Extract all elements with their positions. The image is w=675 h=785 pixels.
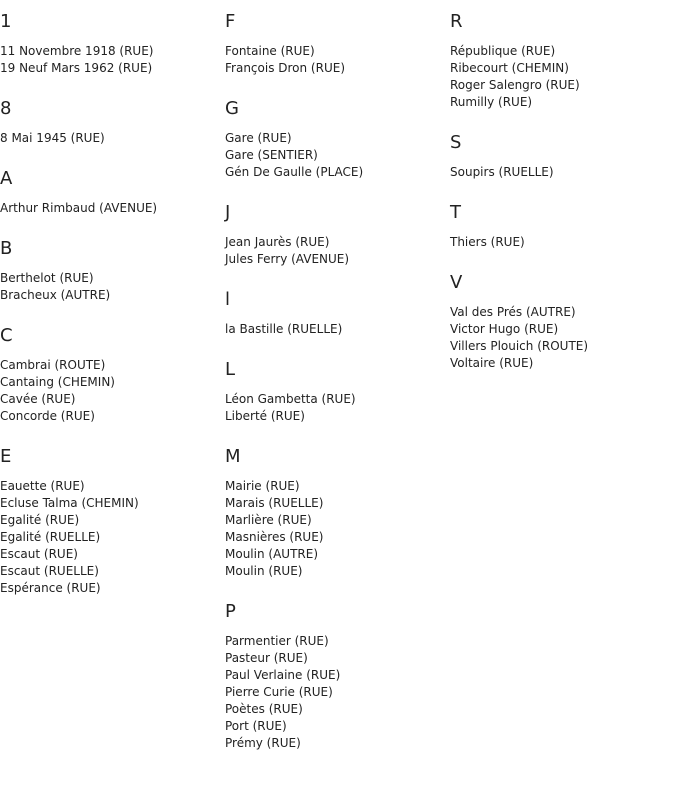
street-link[interactable]: Concorde (RUE) <box>0 409 95 423</box>
street-link[interactable]: Cavée (RUE) <box>0 392 76 406</box>
letter-heading: E <box>0 446 12 467</box>
street-link[interactable]: Cantaing (CHEMIN) <box>0 375 115 389</box>
street-list <box>225 43 450 77</box>
street-link[interactable]: Gare (RUE) <box>225 131 292 145</box>
letter-group <box>0 447 225 597</box>
street-link[interactable]: Escaut (RUELLE) <box>0 564 99 578</box>
letter-group <box>450 133 675 181</box>
street-link[interactable]: Roger Salengro (RUE) <box>450 78 580 92</box>
street-list <box>450 164 675 181</box>
letter-heading: C <box>0 325 13 346</box>
street-list <box>0 130 225 147</box>
street-link[interactable]: Villers Plouich (ROUTE) <box>450 339 589 353</box>
street-list <box>0 200 225 217</box>
street-link[interactable]: Poètes (RUE) <box>225 702 303 716</box>
street-link[interactable]: Arthur Rimbaud (AVENUE) <box>0 201 158 215</box>
letter-group <box>225 447 450 580</box>
street-link[interactable]: Fontaine (RUE) <box>225 44 315 58</box>
letter-group <box>0 169 225 217</box>
street-link[interactable]: Egalité (RUELLE) <box>0 530 101 544</box>
street-link[interactable]: 11 Novembre 1918 (RUE) <box>0 44 154 58</box>
letter-heading: F <box>225 11 236 32</box>
street-list <box>450 304 675 372</box>
street-link[interactable]: Paul Verlaine (RUE) <box>225 668 341 682</box>
letter-heading: M <box>225 446 241 467</box>
street-link[interactable]: Ribecourt (CHEMIN) <box>450 61 569 75</box>
street-link[interactable]: Mairie (RUE) <box>225 479 300 493</box>
street-link[interactable]: François Dron (RUE) <box>225 61 345 75</box>
letter-heading: P <box>225 601 236 622</box>
street-list <box>0 357 225 425</box>
street-link[interactable]: Victor Hugo (RUE) <box>450 322 559 336</box>
street-list <box>225 130 450 181</box>
street-list <box>0 43 225 77</box>
street-list <box>0 478 225 597</box>
index-column <box>225 12 450 774</box>
street-link[interactable]: Jean Jaurès (RUE) <box>225 235 330 249</box>
letter-heading: L <box>225 359 236 380</box>
street-link[interactable]: Liberté (RUE) <box>225 409 305 423</box>
street-link[interactable]: Pasteur (RUE) <box>225 651 308 665</box>
letter-heading: J <box>225 202 231 223</box>
letter-heading: G <box>225 98 239 119</box>
index-column <box>450 12 675 394</box>
letter-heading: V <box>450 272 463 293</box>
street-link[interactable]: Rumilly (RUE) <box>450 95 533 109</box>
street-link[interactable]: Val des Prés (AUTRE) <box>450 305 576 319</box>
street-list <box>225 633 450 752</box>
letter-heading: S <box>450 132 462 153</box>
street-link[interactable]: Gén De Gaulle (PLACE) <box>225 165 364 179</box>
street-link[interactable]: Thiers (RUE) <box>450 235 525 249</box>
street-link[interactable]: Moulin (AUTRE) <box>225 547 318 561</box>
letter-heading: l <box>225 289 231 310</box>
street-link[interactable]: Voltaire (RUE) <box>450 356 534 370</box>
street-link[interactable]: Marais (RUELLE) <box>225 496 324 510</box>
letter-group <box>225 203 450 268</box>
street-link[interactable]: Ecluse Talma (CHEMIN) <box>0 496 139 510</box>
street-link[interactable]: Masnières (RUE) <box>225 530 324 544</box>
letter-heading: B <box>0 238 13 259</box>
street-link[interactable]: Soupirs (RUELLE) <box>450 165 554 179</box>
letter-group <box>225 99 450 181</box>
letter-heading: T <box>450 202 461 223</box>
letter-group <box>0 326 225 425</box>
letter-group <box>450 12 675 111</box>
street-link[interactable]: Cambrai (ROUTE) <box>0 358 106 372</box>
street-list <box>225 391 450 425</box>
letter-heading: R <box>450 11 463 32</box>
street-list <box>225 321 450 338</box>
letter-group <box>225 12 450 77</box>
street-link[interactable]: Espérance (RUE) <box>0 581 101 595</box>
street-link[interactable]: Jules Ferry (AVENUE) <box>225 252 350 266</box>
street-list <box>225 478 450 580</box>
street-link[interactable]: Escaut (RUE) <box>0 547 78 561</box>
street-link[interactable]: Léon Gambetta (RUE) <box>225 392 356 406</box>
street-link[interactable]: Moulin (RUE) <box>225 564 303 578</box>
street-link[interactable]: Egalité (RUE) <box>0 513 80 527</box>
street-list <box>225 234 450 268</box>
letter-heading: A <box>0 168 13 189</box>
street-link[interactable]: Eauette (RUE) <box>0 479 85 493</box>
street-link[interactable]: Port (RUE) <box>225 719 287 733</box>
letter-group <box>225 290 450 338</box>
street-link[interactable]: Marlière (RUE) <box>225 513 312 527</box>
street-link[interactable]: Gare (SENTIER) <box>225 148 318 162</box>
letter-group <box>225 602 450 752</box>
street-link[interactable]: Pierre Curie (RUE) <box>225 685 333 699</box>
letter-heading: 8 <box>0 98 12 119</box>
street-link[interactable]: Bracheux (AUTRE) <box>0 288 111 302</box>
letter-group <box>0 99 225 147</box>
letter-group <box>450 203 675 251</box>
street-link[interactable]: la Bastille (RUELLE) <box>225 322 343 336</box>
street-list <box>450 234 675 251</box>
street-link[interactable]: République (RUE) <box>450 44 556 58</box>
street-link[interactable]: 19 Neuf Mars 1962 (RUE) <box>0 61 153 75</box>
street-list <box>0 270 225 304</box>
street-link[interactable]: 8 Mai 1945 (RUE) <box>0 131 105 145</box>
street-list <box>450 43 675 111</box>
street-link[interactable]: Berthelot (RUE) <box>0 271 94 285</box>
street-link[interactable]: Parmentier (RUE) <box>225 634 329 648</box>
index-column <box>0 12 225 619</box>
letter-group <box>0 12 225 77</box>
letter-heading: 1 <box>0 11 12 32</box>
letter-group <box>225 360 450 425</box>
street-link[interactable]: Prémy (RUE) <box>225 736 301 750</box>
letter-group <box>0 239 225 304</box>
letter-group <box>450 273 675 372</box>
